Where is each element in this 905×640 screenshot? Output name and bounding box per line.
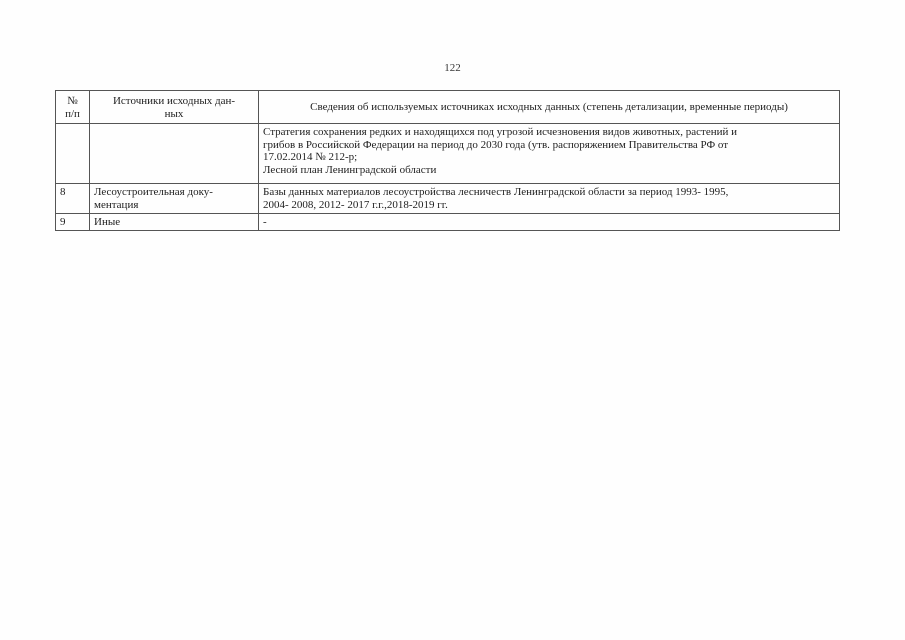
page-number: 122 <box>444 62 461 74</box>
table-row <box>56 214 840 231</box>
row-info <box>259 184 840 214</box>
header-source-line: ных <box>164 107 184 120</box>
row-info-line: Лесной план Ленинградской области <box>263 163 437 176</box>
header-number-line: № <box>67 95 78 107</box>
row-info <box>259 214 840 231</box>
row-number: 8 <box>56 184 90 214</box>
row-info-line: 2004- 2008, 2012- 2017 г.г.,2018-2019 гг. <box>263 198 448 211</box>
row-info-line: - <box>263 216 267 228</box>
row-info-line: Стратегия сохранения редких и находящихся под угрозой исчезновения видов животных, растений и <box>263 126 738 138</box>
sources-table <box>55 90 840 231</box>
header-number-line: п/п <box>65 107 80 120</box>
row-source <box>90 124 259 184</box>
row-info-line: грибов в Российской Федерации на период до 2030 года (утв. распоряжением Правительства РФ от <box>263 138 729 151</box>
row-info <box>259 124 840 184</box>
table-header-row <box>56 91 840 124</box>
row-source <box>90 184 259 214</box>
table-row <box>56 184 840 214</box>
table-row <box>56 124 840 184</box>
row-number: 9 <box>56 214 90 231</box>
row-info-line: 17.02.2014 № 212-р; <box>263 151 358 163</box>
row-source <box>90 214 259 231</box>
row-number <box>56 124 90 184</box>
row-info-line: Базы данных материалов лесоустройства лесничеств Ленинградской области за период 1993- 1995, <box>263 186 729 198</box>
row-source-line: Иные <box>94 216 121 228</box>
header-info: Сведения об используемых источниках исходных данных (степень детализации, временные периоды) <box>259 91 840 124</box>
header-source-line: Источники исходных дан- <box>112 95 236 107</box>
header-source <box>90 91 259 124</box>
header-number <box>56 91 90 124</box>
row-source-line: Лесоустроительная доку- <box>94 186 213 198</box>
row-source-line: ментация <box>94 198 139 211</box>
